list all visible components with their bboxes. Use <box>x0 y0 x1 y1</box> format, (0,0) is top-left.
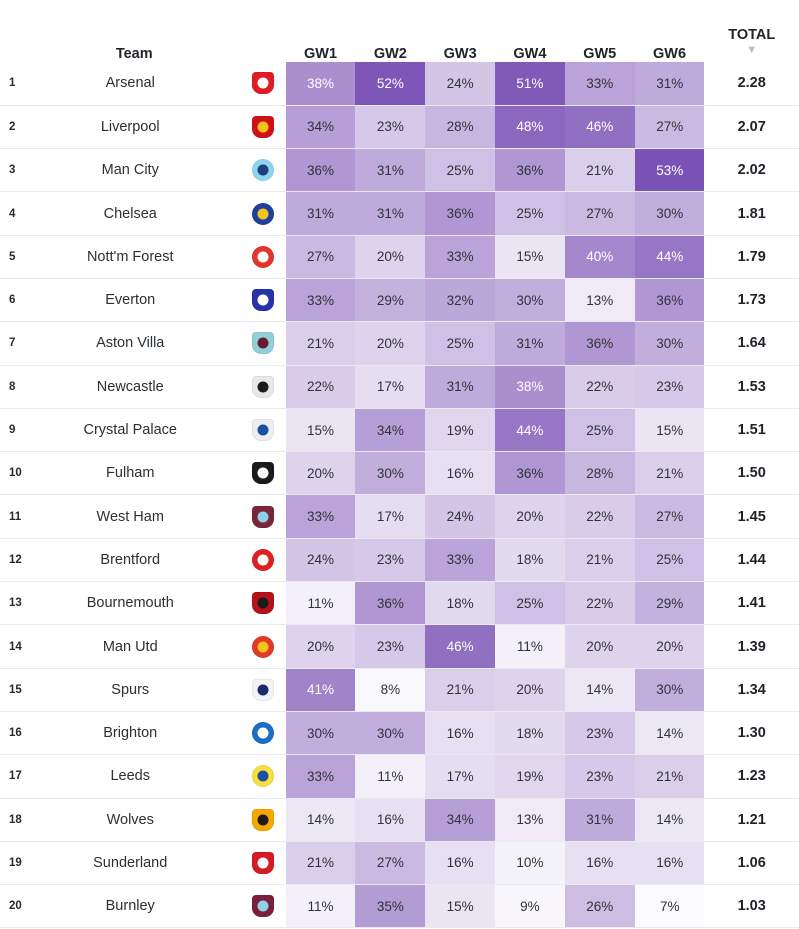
heatmap-cell-gw6[interactable]: 14% <box>635 711 705 754</box>
heatmap-cell-gw2[interactable]: 34% <box>355 408 425 451</box>
table-row[interactable] <box>0 711 799 754</box>
team-crest-icon <box>252 852 274 874</box>
row-rank: 19 <box>0 841 28 884</box>
table-row[interactable] <box>0 322 799 365</box>
row-rank: 11 <box>0 495 28 538</box>
team-name[interactable]: Nott'm Forest <box>28 235 241 278</box>
row-rank: 18 <box>0 798 28 841</box>
row-total: 1.23 <box>704 755 799 798</box>
heatmap-cell-gw2[interactable]: 8% <box>355 668 425 711</box>
table-row[interactable] <box>0 885 799 928</box>
row-rank: 6 <box>0 278 28 321</box>
table-row[interactable] <box>0 841 799 884</box>
team-crest-icon <box>252 506 274 528</box>
team-name[interactable]: Everton <box>28 278 241 321</box>
heatmap-cell-gw5[interactable]: 31% <box>565 798 635 841</box>
team-name[interactable]: Arsenal <box>28 62 241 105</box>
heatmap-cell-gw2[interactable]: 11% <box>355 755 425 798</box>
table-body <box>0 62 799 928</box>
heatmap-cell-gw5[interactable]: 25% <box>565 408 635 451</box>
row-rank: 2 <box>0 105 28 148</box>
heatmap-cell-gw4[interactable]: 38% <box>495 365 565 408</box>
heatmap-cell-gw3[interactable]: 17% <box>425 755 495 798</box>
heatmap-cell-gw2[interactable]: 23% <box>355 625 425 668</box>
team-crest-icon <box>252 765 274 787</box>
heatmap-cell-gw4[interactable]: 18% <box>495 538 565 581</box>
heatmap-cell-gw4[interactable]: 11% <box>495 625 565 668</box>
heatmap-cell-gw5[interactable]: 26% <box>565 885 635 928</box>
row-total: 1.41 <box>704 582 799 625</box>
heatmap-cell-gw3[interactable]: 15% <box>425 885 495 928</box>
heatmap-cell-gw4[interactable]: 25% <box>495 192 565 235</box>
team-crest-icon <box>252 72 274 94</box>
team-crest-cell <box>241 322 286 365</box>
heatmap-cell-gw6[interactable]: 31% <box>635 62 705 105</box>
heatmap-cell-gw1[interactable]: 21% <box>286 322 356 365</box>
row-rank: 14 <box>0 625 28 668</box>
row-total: 1.21 <box>704 798 799 841</box>
heatmap-cell-gw5[interactable]: 33% <box>565 62 635 105</box>
column-header-gw1[interactable]: GW1 <box>286 0 356 62</box>
heatmap-cell-gw6[interactable]: 27% <box>635 105 705 148</box>
row-total: 1.34 <box>704 668 799 711</box>
heatmap-cell-gw6[interactable]: 23% <box>635 365 705 408</box>
heatmap-cell-gw6[interactable]: 30% <box>635 668 705 711</box>
heatmap-cell-gw6[interactable]: 15% <box>635 408 705 451</box>
team-crest-cell <box>241 625 286 668</box>
team-crest-cell <box>241 192 286 235</box>
heatmap-cell-gw5[interactable]: 21% <box>565 149 635 192</box>
heatmap-cell-gw1[interactable]: 33% <box>286 755 356 798</box>
team-crest-icon <box>252 679 274 701</box>
team-name[interactable]: Brighton <box>28 711 241 754</box>
heatmap-cell-gw1[interactable]: 30% <box>286 711 356 754</box>
heatmap-cell-gw1[interactable]: 27% <box>286 235 356 278</box>
heatmap-cell-gw2[interactable]: 17% <box>355 495 425 538</box>
heatmap-cell-gw1[interactable]: 21% <box>286 841 356 884</box>
column-header-gw4[interactable]: GW4 <box>495 0 565 62</box>
heatmap-cell-gw4[interactable]: 9% <box>495 885 565 928</box>
heatmap-cell-gw5[interactable]: 22% <box>565 365 635 408</box>
team-crest-cell <box>241 798 286 841</box>
team-crest-icon <box>252 809 274 831</box>
heatmap-cell-gw3[interactable]: 28% <box>425 105 495 148</box>
heatmap-cell-gw5[interactable]: 22% <box>565 582 635 625</box>
heatmap-cell-gw3[interactable]: 31% <box>425 365 495 408</box>
heatmap-cell-gw3[interactable]: 34% <box>425 798 495 841</box>
row-total: 1.50 <box>704 452 799 495</box>
team-crest-cell <box>241 582 286 625</box>
row-total: 1.53 <box>704 365 799 408</box>
heatmap-cell-gw5[interactable]: 22% <box>565 495 635 538</box>
heatmap-cell-gw3[interactable]: 16% <box>425 452 495 495</box>
heatmap-cell-gw6[interactable]: 21% <box>635 452 705 495</box>
row-rank: 12 <box>0 538 28 581</box>
heatmap-cell-gw1[interactable]: 20% <box>286 452 356 495</box>
table-header <box>0 0 799 62</box>
row-rank: 20 <box>0 885 28 928</box>
team-crest-icon <box>252 419 274 441</box>
heatmap-cell-gw4[interactable]: 19% <box>495 755 565 798</box>
heatmap-cell-gw1[interactable]: 33% <box>286 495 356 538</box>
team-name[interactable]: Sunderland <box>28 841 241 884</box>
team-crest-icon <box>252 376 274 398</box>
row-total: 1.51 <box>704 408 799 451</box>
heatmap-cell-gw1[interactable]: 11% <box>286 582 356 625</box>
heatmap-cell-gw2[interactable]: 30% <box>355 711 425 754</box>
team-crest-icon <box>252 289 274 311</box>
heatmap-cell-gw2[interactable]: 36% <box>355 582 425 625</box>
heatmap-cell-gw2[interactable]: 16% <box>355 798 425 841</box>
team-name[interactable]: Aston Villa <box>28 322 241 365</box>
heatmap-cell-gw3[interactable]: 16% <box>425 841 495 884</box>
row-total: 1.73 <box>704 278 799 321</box>
heatmap-cell-gw5[interactable]: 20% <box>565 625 635 668</box>
team-name[interactable]: Leeds <box>28 755 241 798</box>
team-name[interactable]: Newcastle <box>28 365 241 408</box>
team-crest-cell <box>241 235 286 278</box>
row-total: 1.30 <box>704 711 799 754</box>
team-name[interactable]: Chelsea <box>28 192 241 235</box>
column-header-gw2[interactable]: GW2 <box>355 0 425 62</box>
heatmap-cell-gw3[interactable]: 19% <box>425 408 495 451</box>
row-rank: 7 <box>0 322 28 365</box>
team-name[interactable]: Crystal Palace <box>28 408 241 451</box>
heatmap-cell-gw6[interactable]: 36% <box>635 278 705 321</box>
column-header-badge <box>241 0 286 62</box>
heatmap-cell-gw4[interactable]: 15% <box>495 235 565 278</box>
heatmap-cell-gw2[interactable]: 29% <box>355 278 425 321</box>
heatmap-cell-gw2[interactable]: 23% <box>355 538 425 581</box>
heatmap-cell-gw1[interactable]: 38% <box>286 62 356 105</box>
heatmap-cell-gw1[interactable]: 33% <box>286 278 356 321</box>
row-total: 1.44 <box>704 538 799 581</box>
heatmap-cell-gw4[interactable]: 48% <box>495 105 565 148</box>
heatmap-cell-gw5[interactable]: 21% <box>565 538 635 581</box>
heatmap-cell-gw3[interactable]: 24% <box>425 495 495 538</box>
heatmap-cell-gw5[interactable]: 46% <box>565 105 635 148</box>
team-crest-icon <box>252 592 274 614</box>
heatmap-cell-gw4[interactable]: 31% <box>495 322 565 365</box>
heatmap-cell-gw6[interactable]: 29% <box>635 582 705 625</box>
heatmap-cell-gw4[interactable]: 13% <box>495 798 565 841</box>
row-total: 1.79 <box>704 235 799 278</box>
heatmap-cell-gw3[interactable]: 36% <box>425 192 495 235</box>
heatmap-cell-gw2[interactable]: 31% <box>355 192 425 235</box>
row-total: 2.07 <box>704 105 799 148</box>
row-rank: 8 <box>0 365 28 408</box>
team-name[interactable]: Spurs <box>28 668 241 711</box>
heatmap-cell-gw1[interactable]: 22% <box>286 365 356 408</box>
team-name[interactable]: Fulham <box>28 452 241 495</box>
heatmap-cell-gw2[interactable]: 23% <box>355 105 425 148</box>
heatmap-cell-gw2[interactable]: 35% <box>355 885 425 928</box>
row-total: 2.02 <box>704 149 799 192</box>
team-crest-cell <box>241 885 286 928</box>
heatmap-cell-gw6[interactable]: 30% <box>635 322 705 365</box>
heatmap-cell-gw4[interactable]: 10% <box>495 841 565 884</box>
row-rank: 3 <box>0 149 28 192</box>
row-total: 1.06 <box>704 841 799 884</box>
heatmap-cell-gw6[interactable]: 30% <box>635 192 705 235</box>
team-crest-icon <box>252 549 274 571</box>
heatmap-cell-gw6[interactable]: 21% <box>635 755 705 798</box>
table-row[interactable] <box>0 192 799 235</box>
team-crest-cell <box>241 711 286 754</box>
row-rank: 16 <box>0 711 28 754</box>
team-name[interactable]: Man City <box>28 149 241 192</box>
row-rank: 4 <box>0 192 28 235</box>
heatmap-cell-gw2[interactable]: 31% <box>355 149 425 192</box>
column-header-gw5[interactable]: GW5 <box>565 0 635 62</box>
team-crest-icon <box>252 159 274 181</box>
heatmap-cell-gw1[interactable]: 14% <box>286 798 356 841</box>
heatmap-cell-gw6[interactable]: 27% <box>635 495 705 538</box>
team-crest-icon <box>252 203 274 225</box>
heatmap-cell-gw6[interactable]: 14% <box>635 798 705 841</box>
heatmap-cell-gw4[interactable]: 30% <box>495 278 565 321</box>
heatmap-cell-gw5[interactable]: 23% <box>565 755 635 798</box>
table-row[interactable] <box>0 582 799 625</box>
heatmap-cell-gw6[interactable]: 16% <box>635 841 705 884</box>
team-crest-icon <box>252 246 274 268</box>
team-name[interactable]: Brentford <box>28 538 241 581</box>
heatmap-cell-gw5[interactable]: 36% <box>565 322 635 365</box>
row-rank: 10 <box>0 452 28 495</box>
heatmap-cell-gw5[interactable]: 23% <box>565 711 635 754</box>
team-crest-cell <box>241 105 286 148</box>
heatmap-cell-gw5[interactable]: 27% <box>565 192 635 235</box>
column-header-team[interactable]: Team <box>28 0 241 62</box>
heatmap-cell-gw1[interactable]: 36% <box>286 149 356 192</box>
heatmap-cell-gw4[interactable]: 51% <box>495 62 565 105</box>
heatmap-cell-gw1[interactable]: 24% <box>286 538 356 581</box>
heatmap-cell-gw3[interactable]: 16% <box>425 711 495 754</box>
heatmap-cell-gw5[interactable]: 28% <box>565 452 635 495</box>
team-name[interactable]: Man Utd <box>28 625 241 668</box>
heatmap-cell-gw2[interactable]: 52% <box>355 62 425 105</box>
heatmap-cell-gw6[interactable]: 20% <box>635 625 705 668</box>
heatmap-cell-gw1[interactable]: 20% <box>286 625 356 668</box>
heatmap-cell-gw4[interactable]: 20% <box>495 668 565 711</box>
heatmap-cell-gw4[interactable]: 44% <box>495 408 565 451</box>
table-row[interactable] <box>0 149 799 192</box>
team-crest-cell <box>241 278 286 321</box>
column-header-gw3[interactable]: GW3 <box>425 0 495 62</box>
heatmap-cell-gw1[interactable]: 31% <box>286 192 356 235</box>
heatmap-cell-gw3[interactable]: 33% <box>425 538 495 581</box>
heatmap-cell-gw6[interactable]: 44% <box>635 235 705 278</box>
table-row[interactable] <box>0 495 799 538</box>
table-row[interactable] <box>0 105 799 148</box>
row-total: 1.45 <box>704 495 799 538</box>
table-row[interactable] <box>0 278 799 321</box>
row-rank: 1 <box>0 62 28 105</box>
team-name[interactable]: Wolves <box>28 798 241 841</box>
heatmap-cell-gw2[interactable]: 27% <box>355 841 425 884</box>
heatmap-cell-gw6[interactable]: 53% <box>635 149 705 192</box>
heatmap-cell-gw1[interactable]: 11% <box>286 885 356 928</box>
heatmap-cell-gw4[interactable]: 25% <box>495 582 565 625</box>
heatmap-cell-gw2[interactable]: 20% <box>355 235 425 278</box>
row-rank: 17 <box>0 755 28 798</box>
table-row[interactable] <box>0 538 799 581</box>
team-crest-cell <box>241 538 286 581</box>
team-crest-cell <box>241 668 286 711</box>
table-header-row <box>0 0 799 62</box>
team-crest-cell <box>241 841 286 884</box>
row-total: 1.81 <box>704 192 799 235</box>
heatmap-cell-gw3[interactable]: 32% <box>425 278 495 321</box>
heatmap-cell-gw6[interactable]: 25% <box>635 538 705 581</box>
team-crest-icon <box>252 636 274 658</box>
row-rank: 13 <box>0 582 28 625</box>
table-row[interactable] <box>0 668 799 711</box>
team-name[interactable]: West Ham <box>28 495 241 538</box>
team-crest-icon <box>252 462 274 484</box>
heatmap-cell-gw4[interactable]: 36% <box>495 452 565 495</box>
column-header-total[interactable] <box>704 0 799 62</box>
table-row[interactable] <box>0 235 799 278</box>
heatmap-cell-gw5[interactable]: 40% <box>565 235 635 278</box>
heatmap-cell-gw3[interactable]: 25% <box>425 322 495 365</box>
heatmap-cell-gw3[interactable]: 46% <box>425 625 495 668</box>
team-crest-cell <box>241 408 286 451</box>
team-crest-cell <box>241 452 286 495</box>
heatmap-cell-gw5[interactable]: 16% <box>565 841 635 884</box>
heatmap-cell-gw1[interactable]: 34% <box>286 105 356 148</box>
row-total: 1.03 <box>704 885 799 928</box>
heatmap-cell-gw3[interactable]: 25% <box>425 149 495 192</box>
heatmap-cell-gw3[interactable]: 18% <box>425 582 495 625</box>
heatmap-cell-gw2[interactable]: 17% <box>355 365 425 408</box>
heatmap-cell-gw2[interactable]: 30% <box>355 452 425 495</box>
row-total: 2.28 <box>704 62 799 105</box>
heatmap-cell-gw2[interactable]: 20% <box>355 322 425 365</box>
table-row[interactable] <box>0 408 799 451</box>
heatmap-cell-gw4[interactable]: 36% <box>495 149 565 192</box>
table-row[interactable] <box>0 625 799 668</box>
table-row[interactable] <box>0 755 799 798</box>
table-row[interactable] <box>0 365 799 408</box>
table-row[interactable] <box>0 452 799 495</box>
sort-descending-icon[interactable]: ▼ <box>746 44 758 56</box>
heatmap-cell-gw3[interactable]: 33% <box>425 235 495 278</box>
column-header-rank[interactable] <box>0 0 28 62</box>
heatmap-cell-gw5[interactable]: 13% <box>565 278 635 321</box>
team-name[interactable]: Liverpool <box>28 105 241 148</box>
team-crest-cell <box>241 62 286 105</box>
column-header-gw6[interactable]: GW6 <box>635 0 705 62</box>
heatmap-cell-gw3[interactable]: 24% <box>425 62 495 105</box>
row-total: 1.64 <box>704 322 799 365</box>
heatmap-cell-gw3[interactable]: 21% <box>425 668 495 711</box>
heatmap-cell-gw4[interactable]: 20% <box>495 495 565 538</box>
table-row[interactable] <box>0 62 799 105</box>
heatmap-cell-gw1[interactable]: 41% <box>286 668 356 711</box>
total-header-label: TOTAL <box>728 27 776 44</box>
heatmap-cell-gw5[interactable]: 14% <box>565 668 635 711</box>
row-rank: 9 <box>0 408 28 451</box>
team-crest-cell <box>241 149 286 192</box>
team-crest-icon <box>252 722 274 744</box>
team-crest-cell <box>241 755 286 798</box>
team-crest-cell <box>241 495 286 538</box>
team-crest-icon <box>252 116 274 138</box>
heatmap-cell-gw1[interactable]: 15% <box>286 408 356 451</box>
team-name[interactable]: Bournemouth <box>28 582 241 625</box>
team-crest-cell <box>241 365 286 408</box>
heatmap-cell-gw4[interactable]: 18% <box>495 711 565 754</box>
table-row[interactable] <box>0 798 799 841</box>
team-name[interactable]: Burnley <box>28 885 241 928</box>
team-crest-icon <box>252 895 274 917</box>
row-total: 1.39 <box>704 625 799 668</box>
row-rank: 15 <box>0 668 28 711</box>
heatmap-cell-gw6[interactable]: 7% <box>635 885 705 928</box>
team-crest-icon <box>252 332 274 354</box>
row-rank: 5 <box>0 235 28 278</box>
